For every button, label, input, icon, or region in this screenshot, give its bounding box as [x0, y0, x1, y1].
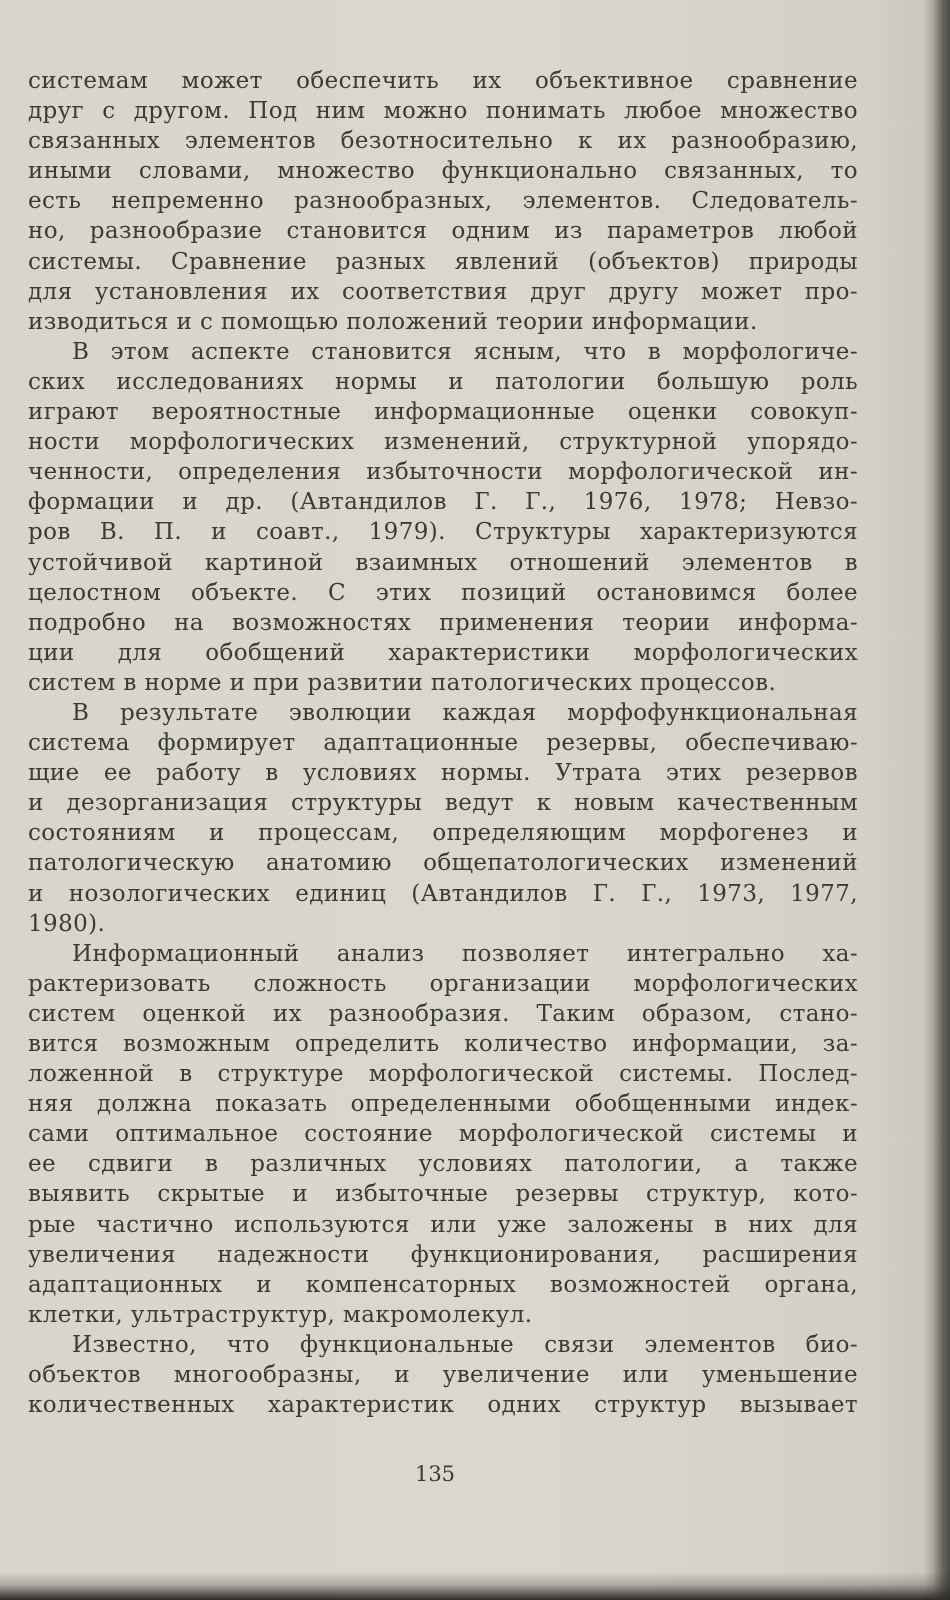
body-text: [28, 66, 858, 1420]
text-line: системы. Сравнение разных явлений (объектов) природы: [28, 248, 858, 275]
text-line: рые частично используются или уже заложены в них для: [28, 1211, 858, 1238]
text-line: объектов многообразны, и увеличение или уменьшение: [28, 1362, 858, 1389]
text-line: есть непременно разнообразных, элементов. Следователь-: [28, 188, 858, 215]
text-line: клетки, ультраструктур, макромолекул.: [28, 1301, 533, 1328]
text-line: щие ее работу в условиях нормы. Утрата этих резервов: [28, 760, 858, 787]
text-line: 1980).: [28, 910, 106, 937]
text-line: патологическую анатомию общепатологических изменений: [28, 850, 858, 877]
text-line: увеличения надежности функционирования, расширения: [28, 1241, 858, 1268]
page-bottom-shadow: [0, 1572, 950, 1600]
text-line: няя должна показать определенными обобщенными индек-: [28, 1091, 858, 1118]
text-line: ее сдвиги в различных условиях патологии, а также: [28, 1151, 858, 1178]
text-line: системам может обеспечить их объективное сравнение: [28, 68, 858, 94]
text-line: ции для обобщений характеристики морфологических: [28, 639, 858, 666]
text-line: систем в норме и при развитии патологических процессов.: [28, 669, 777, 696]
text-line: ров В. П. и соавт., 1979). Структуры характеризуются: [28, 519, 858, 546]
text-line: ности морфологических изменений, структурной упорядо-: [28, 429, 858, 456]
text-line: целостном объекте. С этих позиций остановимся более: [28, 579, 858, 606]
text-line: Информационный анализ позволяет интегрально ха-: [72, 940, 858, 967]
paragraph-4: [28, 939, 858, 1330]
page-number: 135: [414, 1462, 456, 1486]
page-binding-edge: [924, 0, 950, 1600]
text-line: подробно на возможностях применения теории информа-: [28, 609, 858, 636]
paragraph-3: [28, 698, 858, 939]
text-line: играют вероятностные информационные оценки совокуп-: [28, 399, 858, 426]
text-line: но, разнообразие становится одним из параметров любой: [28, 218, 858, 245]
text-line: рактеризовать сложность организации морфологических: [28, 970, 858, 997]
text-line: иными словами, множество функционально связанных, то: [28, 158, 858, 185]
text-line: сами оптимальное состояние морфологической системы и: [28, 1121, 858, 1148]
text-line: адаптационных и компенсаторных возможностей органа,: [28, 1271, 858, 1298]
text-line: Известно, что функциональные связи элементов био-: [72, 1331, 858, 1358]
text-line: систем оценкой их разнообразия. Таким образом, стано-: [28, 1000, 858, 1027]
paragraph-2: [28, 337, 858, 698]
text-line: формации и др. (Автандилов Г. Г., 1976, 1978; Невзо-: [28, 489, 858, 516]
text-line: друг с другом. Под ним можно понимать любое множество: [28, 98, 858, 125]
text-line: В результате эволюции каждая морфофункциональная: [72, 699, 858, 726]
text-line: и дезорганизация структуры ведут к новым качественным: [28, 790, 858, 817]
text-line: ложенной в структуре морфологической системы. Послед-: [28, 1061, 858, 1088]
text-line: устойчивой картиной взаимных отношений элементов в: [28, 549, 858, 576]
paragraph-1: [28, 66, 858, 337]
text-line: состояниям и процессам, определяющим морфогенез и: [28, 820, 858, 847]
text-line: вится возможным определить количество информации, за-: [28, 1031, 858, 1057]
text-line: и нозологических единиц (Автандилов Г. Г., 1973, 1977,: [28, 880, 858, 907]
paragraph-5: [28, 1330, 858, 1420]
text-line: количественных характеристик одних структур вызывает: [28, 1392, 858, 1419]
text-line: система формирует адаптационные резервы, обеспечиваю-: [28, 730, 858, 757]
text-line: ченности, определения избыточности морфологической ин-: [28, 459, 858, 486]
text-line: ских исследованиях нормы и патологии большую роль: [28, 368, 858, 395]
text-line: для установления их соответствия друг другу может про-: [28, 278, 858, 305]
text-line: изводиться и с помощью положений теории информации.: [28, 308, 758, 335]
text-line: выявить скрытые и избыточные резервы структур, кото-: [28, 1181, 858, 1208]
text-line: В этом аспекте становится ясным, что в морфологиче-: [72, 338, 858, 365]
text-line: связанных элементов безотносительно к их разнообразию,: [28, 128, 858, 155]
